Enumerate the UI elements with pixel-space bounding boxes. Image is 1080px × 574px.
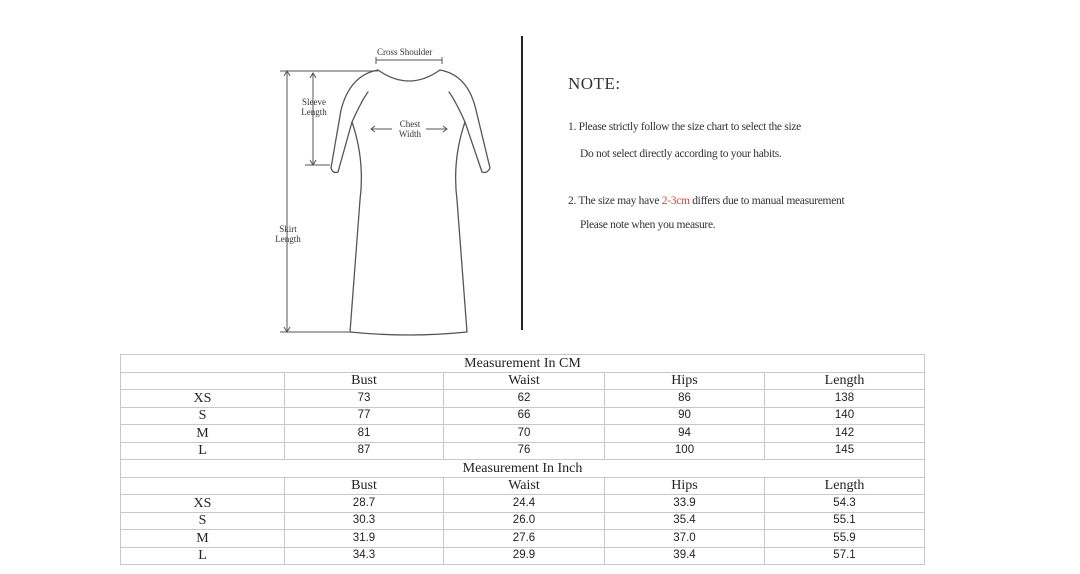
table-row	[121, 495, 925, 513]
header-cell: Hips	[605, 372, 765, 390]
size-label: M	[121, 530, 285, 548]
table-cell: 94	[605, 425, 765, 443]
note-line-1: 1. Please strictly follow the size chart to select the size	[568, 121, 801, 133]
table-cell: 73	[285, 390, 444, 408]
header-cell: Waist	[444, 372, 605, 390]
header-cell: Bust	[285, 477, 444, 495]
header-cell: Hips	[605, 477, 765, 495]
table-cell: 35.4	[605, 512, 765, 530]
note-line-2-pre: 2. The size may have	[568, 195, 662, 207]
table-header-row	[121, 372, 925, 390]
chest-width-label: Chest Width	[398, 119, 422, 139]
table-row	[121, 547, 925, 565]
table-title-inch: Measurement In Inch	[121, 460, 925, 478]
header-cell	[121, 372, 285, 390]
table-cell: 39.4	[605, 547, 765, 565]
table-row	[121, 425, 925, 443]
table-cell: 31.9	[285, 530, 444, 548]
table-cell: 140	[765, 407, 925, 425]
table-cell: 77	[285, 407, 444, 425]
table-cell: 86	[605, 390, 765, 408]
size-label: L	[121, 547, 285, 565]
note-line-2	[568, 195, 844, 207]
header-cell: Length	[765, 372, 925, 390]
table-cell: 142	[765, 425, 925, 443]
note-title: NOTE:	[568, 74, 621, 93]
table-row	[121, 512, 925, 530]
table-cell: 145	[765, 442, 925, 460]
note-line-2-post: differs due to manual measurement	[689, 195, 845, 207]
note-panel	[568, 74, 621, 94]
note-highlight: 2-3cm	[661, 195, 690, 207]
table-cell: 29.9	[444, 547, 605, 565]
cross-shoulder-label: Cross Shoulder	[377, 47, 433, 57]
table-cell: 30.3	[285, 512, 444, 530]
table-cell: 87	[285, 442, 444, 460]
table-cell: 138	[765, 390, 925, 408]
table-cell: 33.9	[605, 495, 765, 513]
table-cell: 62	[444, 390, 605, 408]
table-cell: 54.3	[765, 495, 925, 513]
size-label: S	[121, 512, 285, 530]
table-cell: 28.7	[285, 495, 444, 513]
skirt-length-label: Skirt Length	[275, 224, 301, 244]
header-cell: Waist	[444, 477, 605, 495]
sleeve-length-label: Sleeve Length	[301, 97, 327, 117]
table-cell: 66	[444, 407, 605, 425]
table-cell: 90	[605, 407, 765, 425]
table-cell: 57.1	[765, 547, 925, 565]
table-title-row	[121, 355, 925, 373]
header-cell	[121, 477, 285, 495]
table-cell: 55.9	[765, 530, 925, 548]
note-line-1b: Do not select directly according to your habits.	[580, 148, 782, 160]
table-row	[121, 530, 925, 548]
table-title-cm: Measurement In CM	[121, 355, 925, 373]
size-label: XS	[121, 495, 285, 513]
table-cell: 70	[444, 425, 605, 443]
table-header-row	[121, 477, 925, 495]
table-cell: 100	[605, 442, 765, 460]
table-row	[121, 442, 925, 460]
table-cell: 34.3	[285, 547, 444, 565]
table-row	[121, 407, 925, 425]
table-cell: 27.6	[444, 530, 605, 548]
table-cell: 24.4	[444, 495, 605, 513]
table-cell: 55.1	[765, 512, 925, 530]
size-label: XS	[121, 390, 285, 408]
table-cell: 26.0	[444, 512, 605, 530]
table-cell: 37.0	[605, 530, 765, 548]
note-line-2b: Please note when you measure.	[580, 219, 716, 231]
size-label: L	[121, 442, 285, 460]
size-label: M	[121, 425, 285, 443]
header-cell: Bust	[285, 372, 444, 390]
table-cell: 81	[285, 425, 444, 443]
table-row	[121, 390, 925, 408]
table-title-row	[121, 460, 925, 478]
size-label: S	[121, 407, 285, 425]
vertical-divider	[521, 36, 523, 330]
table-cell: 76	[444, 442, 605, 460]
header-cell: Length	[765, 477, 925, 495]
size-chart-table	[120, 354, 925, 565]
